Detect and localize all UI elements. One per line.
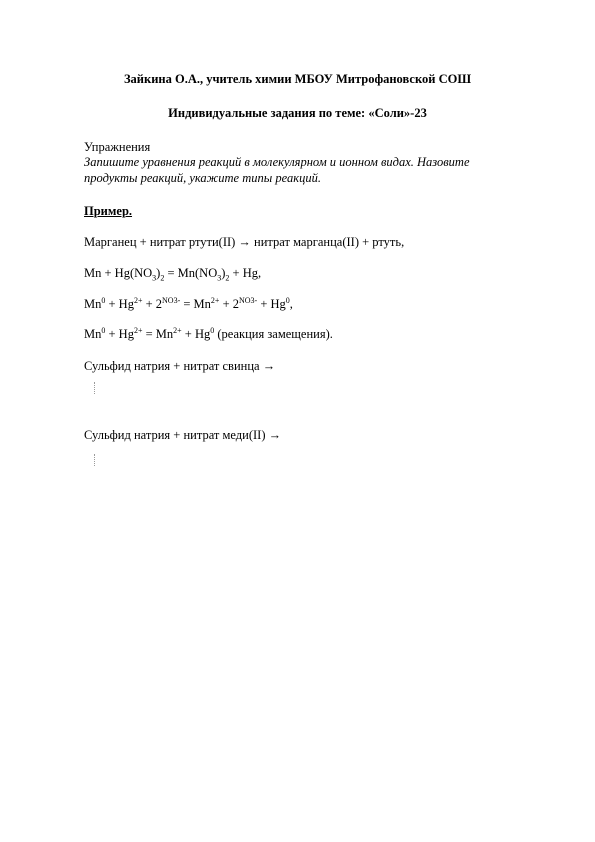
- eq-part: ): [221, 266, 226, 280]
- example-heading: Пример.: [84, 204, 133, 218]
- page-title: Индивидуальные задания по теме: «Соли»-23: [168, 106, 427, 120]
- example-full-ionic-equation: [84, 297, 293, 312]
- eq-superscript: 2+: [133, 295, 143, 305]
- eq-superscript: 0: [101, 295, 106, 305]
- eq-part: + 2: [219, 297, 239, 311]
- eq-superscript: 0: [210, 325, 215, 335]
- task-item-1: Сульфид натрия + нитрат свинца →: [84, 359, 276, 373]
- eq-part: (реакция замещения).: [214, 327, 333, 341]
- eq-superscript: 2+: [210, 295, 220, 305]
- eq-part: + Hg: [257, 297, 286, 311]
- example-molecular-equation: [84, 266, 261, 281]
- exercise-task-line-1: Запишите уравнения реакций в молекулярном и ионном видах. Назовите: [84, 155, 470, 169]
- text-cursor-marker: [94, 454, 96, 466]
- eq-superscript: 2+: [173, 325, 182, 335]
- eq-part: + 2: [142, 297, 163, 311]
- eq-subscript: 2: [225, 273, 230, 283]
- eq-superscript: NO3-: [162, 295, 181, 305]
- author-line: Зайкина О.А., учитель химии МБОУ Митрофановской СОШ: [123, 72, 472, 86]
- example-word-equation: Марганец + нитрат ртути(II) → нитрат марганца(II) + ртуть,: [84, 235, 405, 249]
- eq-part: + Hg: [181, 327, 211, 341]
- eq-part: = Mn: [180, 297, 211, 311]
- eq-part: Mn: [84, 327, 102, 341]
- eq-superscript: 0: [101, 325, 106, 335]
- example-short-ionic-equation: [84, 327, 333, 342]
- eq-part: ,: [289, 297, 293, 311]
- task-item-2: Сульфид натрия + нитрат меди(II) →: [84, 428, 282, 442]
- eq-part: + Hg: [105, 327, 134, 341]
- eq-part: + Hg,: [229, 266, 262, 280]
- eq-part: ): [156, 266, 161, 280]
- eq-subscript: 2: [160, 273, 165, 283]
- eq-superscript: 0: [285, 295, 290, 305]
- text-cursor-marker: [94, 382, 96, 394]
- eq-subscript: 3: [152, 273, 157, 283]
- eq-superscript: 2+: [133, 325, 143, 335]
- exercise-heading: Упражнения: [84, 140, 151, 154]
- eq-part: + Hg: [105, 297, 134, 311]
- eq-part: = Mn: [142, 327, 174, 341]
- eq-part: Mn + Hg(NO: [84, 266, 153, 280]
- eq-subscript: 3: [217, 273, 222, 283]
- eq-part: Mn: [84, 297, 102, 311]
- eq-superscript: NO3-: [239, 295, 258, 305]
- exercise-task-line-2: продукты реакций, укажите типы реакций.: [84, 171, 321, 185]
- eq-part: = Mn(NO: [164, 266, 218, 280]
